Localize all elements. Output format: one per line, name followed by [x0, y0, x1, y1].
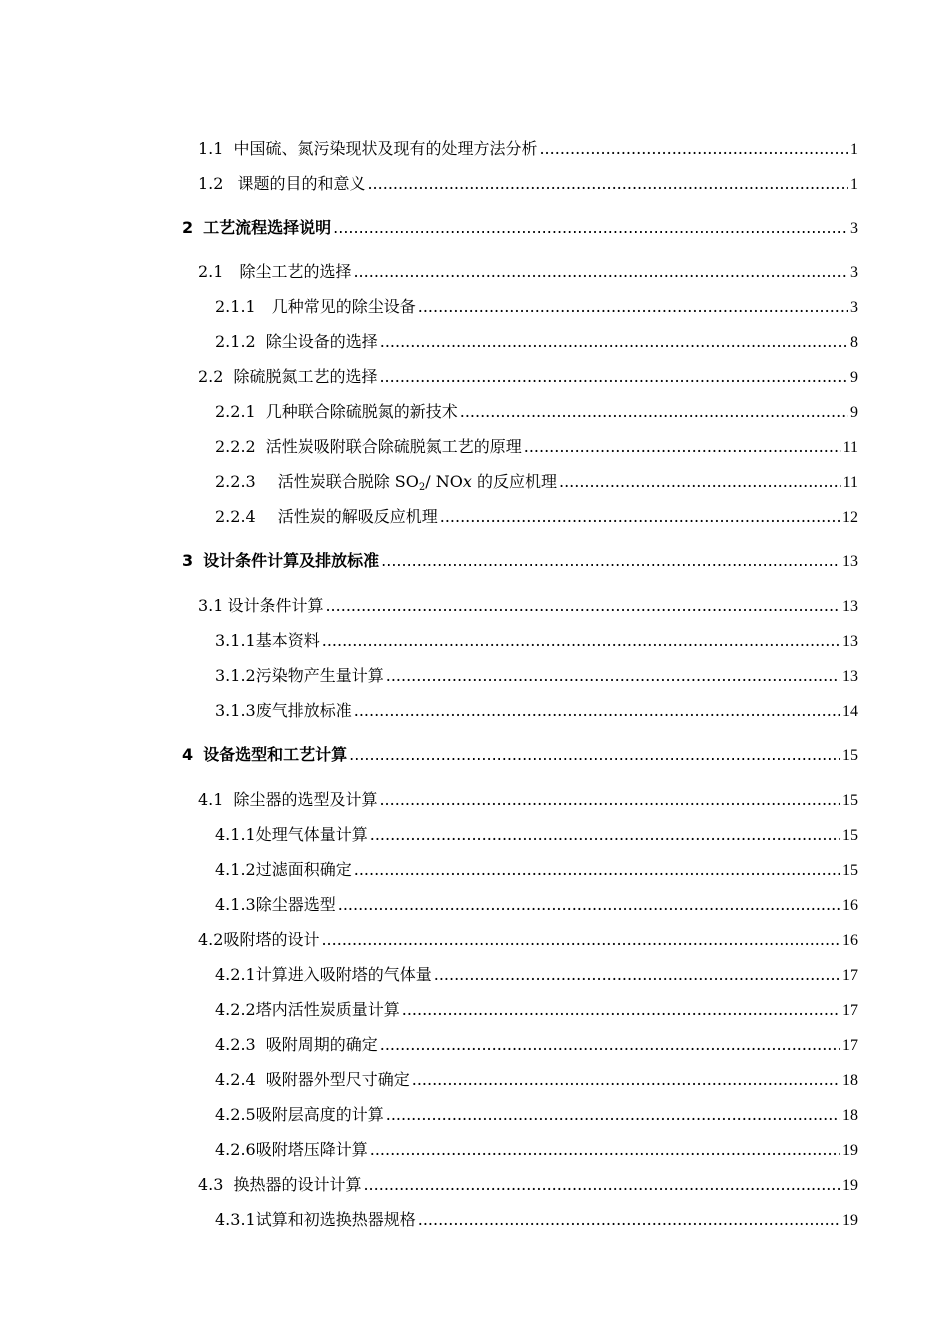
toc-entry-page: 13 [842, 668, 858, 685]
toc-entry-title: 设备选型和工艺计算 [203, 745, 348, 764]
toc-entry-page: 9 [850, 369, 858, 386]
toc-entry-page: 19 [842, 1212, 858, 1229]
toc-entry-number: 2.2.2 [215, 437, 256, 456]
toc-entry-number: 3.1 [198, 596, 224, 615]
toc-dot-leader [412, 1067, 840, 1093]
toc-entry-page: 17 [842, 1037, 858, 1054]
toc-dot-leader [338, 892, 840, 918]
toc-entry-number: 4.2.2 [215, 1000, 256, 1019]
toc-dot-leader [381, 548, 840, 574]
toc-entry-number: 4.2.3 [215, 1035, 256, 1054]
toc-entry-number: 4.2.6 [215, 1140, 256, 1159]
toc-entry-page: 3 [850, 264, 858, 281]
toc-entry-2-2[interactable] [198, 364, 858, 390]
toc-entry-number: 4.1.2 [215, 860, 256, 879]
toc-dot-leader [354, 857, 840, 883]
toc-entry-page: 19 [842, 1142, 858, 1159]
toc-entry-page: 13 [842, 633, 858, 650]
toc-title-part: / NO [425, 472, 463, 491]
toc-title-italic: x [462, 472, 472, 491]
toc-entry-2-2-4[interactable] [215, 504, 858, 530]
toc-entry-4-3-1[interactable] [215, 1207, 858, 1233]
toc-entry-page: 18 [842, 1072, 858, 1089]
toc-entry-2-1-1[interactable] [215, 294, 858, 320]
toc-chapter-3[interactable] [182, 548, 858, 574]
toc-entry-number: 4.2.5 [215, 1105, 256, 1124]
toc-entry-number: 4.3 [198, 1175, 224, 1194]
toc-dot-leader [321, 927, 840, 953]
toc-title-subscript: 2 [418, 482, 426, 493]
toc-entry-page: 15 [842, 862, 858, 879]
toc-entry-4-2-5[interactable] [215, 1102, 858, 1128]
toc-entry-title: 中国硫、氮污染现状及现有的处理方法分析 [233, 139, 538, 158]
toc-entry-number: 4.3.1 [215, 1210, 256, 1229]
toc-entry-number: 4.1.3 [215, 895, 256, 914]
toc-entry-4-2-4[interactable] [215, 1067, 858, 1093]
toc-entry-2-2-2[interactable] [215, 434, 858, 460]
toc-entry-page: 16 [842, 932, 858, 949]
toc-entry-page: 15 [842, 792, 858, 809]
toc-entry-page: 16 [842, 897, 858, 914]
toc-dot-leader [418, 1207, 840, 1233]
toc-entry-4-1[interactable] [198, 787, 858, 813]
toc-entry-page: 1 [850, 141, 858, 158]
toc-dot-leader [559, 469, 841, 495]
toc-entry-3-1-1[interactable] [215, 628, 858, 654]
toc-entry-page: 15 [842, 747, 858, 764]
toc-entry-3-1-2[interactable] [215, 663, 858, 689]
toc-entry-title: 除尘器选型 [255, 895, 336, 914]
toc-entry-number: 2.2 [198, 367, 224, 386]
toc-entry-title: 污染物产生量计算 [255, 666, 384, 685]
toc-entry-number: 4.1.1 [215, 825, 256, 844]
toc-dot-leader [440, 504, 840, 530]
toc-entry-page: 13 [842, 598, 858, 615]
toc-entry-number: 4.2 [198, 930, 224, 949]
toc-entry-title: 吸附层高度的计算 [255, 1105, 384, 1124]
toc-entry-page: 14 [842, 703, 858, 720]
toc-entry-page: 1 [850, 176, 858, 193]
toc-dot-leader [353, 259, 848, 285]
toc-dot-leader [363, 1172, 840, 1198]
toc-entry-3-1-3[interactable] [215, 698, 858, 724]
toc-entry-page: 12 [842, 509, 858, 526]
toc-entry-4-2-3[interactable] [215, 1032, 858, 1058]
toc-dot-leader [386, 1102, 840, 1128]
toc-entry-title: 设计条件计算及排放标准 [203, 551, 380, 570]
toc-entry-2-2-3[interactable] [215, 469, 858, 495]
toc-entry-title: 吸附周期的确定 [265, 1035, 378, 1054]
toc-dot-leader [434, 962, 840, 988]
toc-dot-leader [349, 742, 840, 768]
toc-entry-title: 吸附塔的设计 [223, 930, 320, 949]
toc-entry-number: 4.1 [198, 790, 224, 809]
toc-entry-number: 3.1.1 [215, 631, 256, 650]
toc-entry-title: 试算和初选换热器规格 [255, 1210, 416, 1229]
toc-dot-leader [524, 434, 841, 460]
toc-entry-title: 除硫脱氮工艺的选择 [233, 367, 378, 386]
toc-entry-title: 几种常见的除尘设备 [271, 297, 416, 316]
toc-entry-title: 除尘工艺的选择 [239, 262, 352, 281]
toc-entry-4-3[interactable] [198, 1172, 858, 1198]
toc-entry-title: 基本资料 [255, 631, 320, 650]
toc-entry-2-2-1[interactable] [215, 399, 858, 425]
toc-entry-number: 3 [182, 551, 194, 570]
toc-dot-leader [354, 698, 840, 724]
toc-entry-number: 1.1 [198, 139, 224, 158]
toc-entry-title: 活性炭吸附联合除硫脱氮工艺的原理 [265, 437, 522, 456]
toc-entry-title: 塔内活性炭质量计算 [255, 1000, 400, 1019]
toc-entry-page: 8 [850, 334, 858, 351]
toc-dot-leader [379, 364, 848, 390]
toc-dot-leader [380, 329, 848, 355]
toc-dot-leader [402, 997, 840, 1023]
toc-dot-leader [367, 171, 848, 197]
toc-dot-leader [380, 1032, 840, 1058]
toc-entry-title: 吸附器外型尺寸确定 [265, 1070, 410, 1089]
toc-title-part: 的反应机理 [471, 472, 557, 491]
toc-entry-page: 17 [842, 967, 858, 984]
toc-entry-1-2[interactable] [198, 171, 858, 197]
toc-entry-number: 4.2.1 [215, 965, 256, 984]
toc-dot-leader [370, 822, 840, 848]
toc-entry-4-2-2[interactable] [215, 997, 858, 1023]
toc-entry-2-1[interactable] [198, 259, 858, 285]
toc-entry-number: 2.1.2 [215, 332, 256, 351]
toc-entry-title: 设计条件计算 [227, 596, 324, 615]
toc-title-part: 活性炭联合脱除 SO [277, 472, 419, 491]
toc-dot-leader [460, 399, 848, 425]
toc-entry-page: 11 [842, 439, 858, 456]
toc-dot-leader [379, 787, 840, 813]
toc-entry-2-1-2[interactable] [215, 329, 858, 355]
toc-dot-leader [322, 628, 840, 654]
toc-entry-4-2-1[interactable] [215, 962, 858, 988]
toc-entry-number: 1.2 [198, 174, 224, 193]
toc-dot-leader [370, 1137, 840, 1163]
toc-entry-title: 几种联合除硫脱氮的新技术 [265, 402, 458, 421]
toc-entry-number: 2.2.4 [215, 507, 256, 526]
toc-chapter-2[interactable] [182, 215, 858, 241]
toc-entry-title: 除尘设备的选择 [265, 332, 378, 351]
toc-entry-title: 计算进入吸附塔的气体量 [255, 965, 432, 984]
toc-entry-number: 3.1.3 [215, 701, 256, 720]
toc-entry-number: 4.2.4 [215, 1070, 256, 1089]
toc-entry-number: 2.1.1 [215, 297, 256, 316]
toc-entry-title: 工艺流程选择说明 [203, 218, 332, 237]
toc-entry-page: 11 [842, 474, 858, 491]
toc-entry-4-2[interactable] [198, 927, 858, 953]
toc-dot-leader [418, 294, 848, 320]
toc-entry-number: 2.2.1 [215, 402, 256, 421]
toc-entry-title: 换热器的设计计算 [233, 1175, 362, 1194]
toc-entry-number: 2.2.3 [215, 472, 256, 491]
toc-entry-page: 18 [842, 1107, 858, 1124]
toc-dot-leader [386, 663, 840, 689]
toc-chapter-4[interactable] [182, 742, 858, 768]
toc-entry-4-1-2[interactable] [215, 857, 858, 883]
toc-entry-page: 3 [850, 299, 858, 316]
toc-entry-page: 3 [850, 220, 858, 237]
toc-entry-page: 15 [842, 827, 858, 844]
toc-entry-number: 3.1.2 [215, 666, 256, 685]
toc-entry-title: 课题的目的和意义 [237, 174, 366, 193]
toc-entry-number: 2 [182, 218, 194, 237]
toc-entry-4-1-3[interactable] [215, 892, 858, 918]
toc-entry-page: 19 [842, 1177, 858, 1194]
toc-dot-leader [539, 136, 848, 162]
toc-entry-title: 吸附塔压降计算 [255, 1140, 368, 1159]
toc-entry-title: 过滤面积确定 [255, 860, 352, 879]
toc-entry-page: 9 [850, 404, 858, 421]
toc-entry-3-1[interactable] [198, 593, 858, 619]
toc-entry-title [256, 469, 557, 501]
toc-dot-leader [333, 215, 848, 241]
toc-entry-title: 除尘器的选型及计算 [233, 790, 378, 809]
toc-entry-4-2-6[interactable] [215, 1137, 858, 1163]
toc-entry-number: 4 [182, 745, 194, 764]
toc-entry-number: 2.1 [198, 262, 224, 281]
toc-entry-title: 活性炭的解吸反应机理 [277, 507, 438, 526]
toc-entry-title: 废气排放标准 [255, 701, 352, 720]
toc-entry-1-1[interactable] [198, 136, 858, 162]
toc-entry-title: 处理气体量计算 [255, 825, 368, 844]
toc-entry-4-1-1[interactable] [215, 822, 858, 848]
toc-dot-leader [325, 593, 840, 619]
toc-entry-page: 13 [842, 553, 858, 570]
toc-entry-page: 17 [842, 1002, 858, 1019]
